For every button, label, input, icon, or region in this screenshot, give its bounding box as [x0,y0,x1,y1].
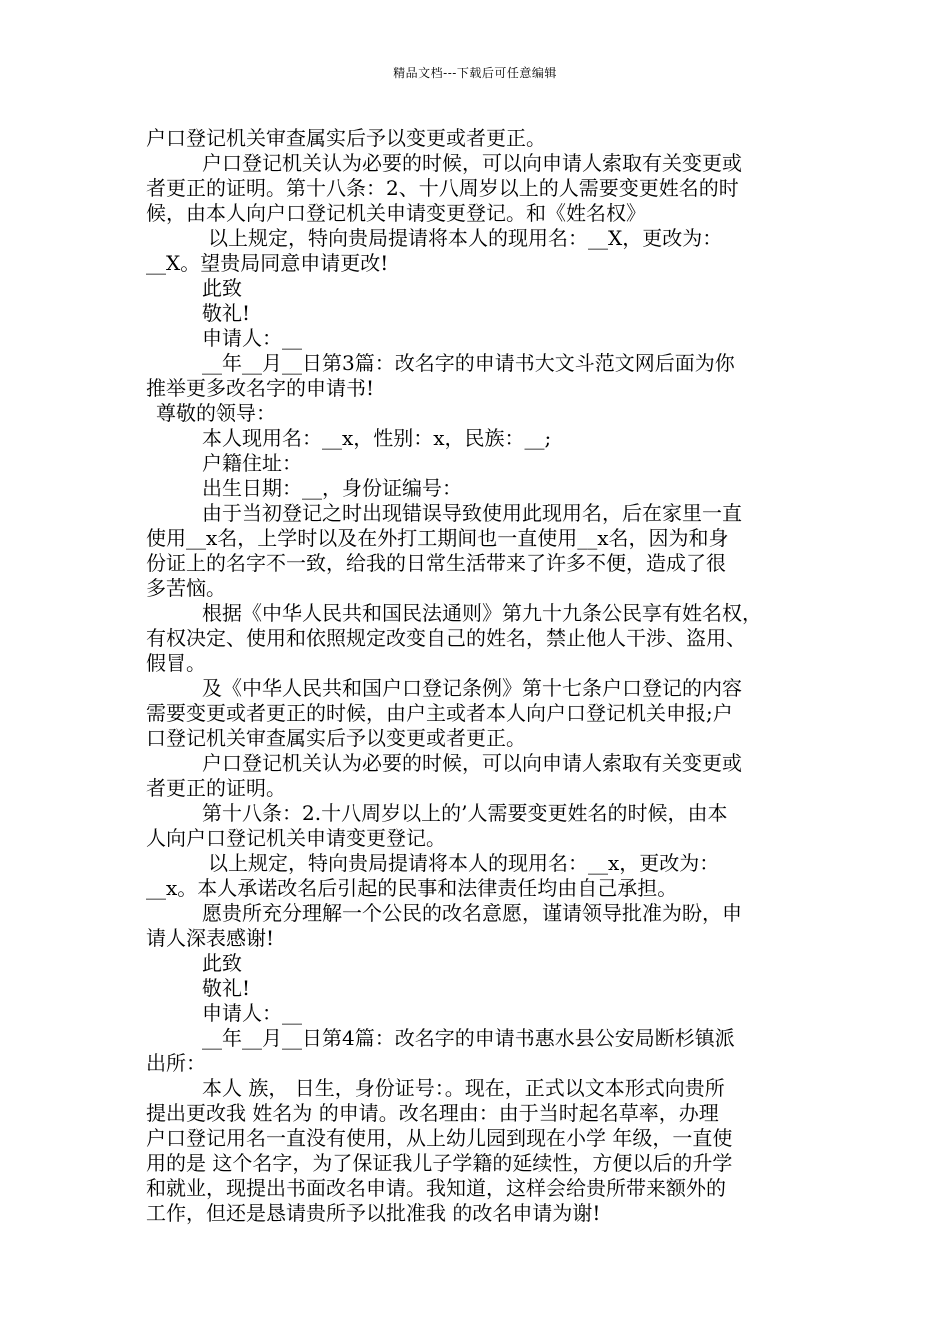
text-line: 敬礼! [202,976,251,1000]
text-line: 者更正的证明。第十八条：2、十八周岁以上的人需要变更姓名的时 [146,176,739,200]
text-line: 此致 [202,951,242,975]
text-line: 者更正的证明。 [146,776,286,800]
text-line: 此致 [202,276,242,300]
text-line: 户口登记机关认为必要的时候，可以向申请人索取有关变更或 [202,751,742,775]
text-line: 出生日期：__，身份证编号： [202,476,462,500]
text-line: 及《中华人民共和国户口登记条例》第十七条户口登记的内容 [202,676,742,700]
text-line: __年__月__日第4篇：改名字的申请书惠水县公安局断杉镇派 [202,1026,735,1050]
text-line: 口登记机关审查属实后予以变更或者更正。 [146,726,526,750]
text-line: 工作，但还是恳请贵所予以批准我 的改名申请为谢! [146,1201,601,1225]
text-line: 推举更多改名字的申请书! [146,376,375,400]
text-line: 出所： [146,1051,206,1075]
text-line: 份证上的名字不一致，给我的日常生活带来了许多不便，造成了很 [146,551,726,575]
text-line: 由于当初登记之时出现错误导致使用此现用名，后在家里一直 [202,501,742,525]
text-line: 候，由本人向户口登记机关申请变更登记。和《姓名权》 [146,201,646,225]
text-line: 以上规定，特向贵局提请将本人的现用名：__x，更改为： [208,851,720,875]
text-line: 提出更改我 姓名为 的申请。改名理由：由于当时起名草率，办理 [146,1101,719,1125]
text-line: 户口登记机关认为必要的时候，可以向申请人索取有关变更或 [202,151,742,175]
text-line: 有权决定、使用和依照规定改变自己的姓名，禁止他人干涉、盗用、 [146,626,746,650]
text-line: 假冒。 [146,651,206,675]
text-line: 本人 族， 日生，身份证号：。现在，正式以文本形式向贵所 [202,1076,725,1100]
text-line: 申请人：__ [202,326,302,350]
text-line: 使用__x名，上学时以及在外打工期间也一直使用__x名，因为和身 [146,526,729,550]
text-line: 第十八条：2.十八周岁以上的’人需要变更姓名的时候，由本 [202,801,728,825]
text-line: 请人深表感谢! [146,926,275,950]
text-line: 多苦恼。 [146,576,226,600]
text-line: 申请人：__ [202,1001,302,1025]
text-line: __x。本人承诺改名后引起的民事和法律责任均由自己承担。 [146,876,678,900]
text-line: 用的是 这个名字，为了保证我儿子学籍的延续性，方便以后的升学 [146,1151,733,1175]
text-line: 需要变更或者更正的时候，由户主或者本人向户口登记机关申报;户 [146,701,733,725]
text-line: 愿贵所充分理解一个公民的改名意愿，谨请领导批准为盼，申 [202,901,742,925]
text-line: 敬礼! [202,301,251,325]
text-line: 户口登记用名一直没有使用，从上幼儿园到现在小学 年级，一直使 [146,1126,733,1150]
page-header: 精品文档---下载后可任意编辑 [393,66,557,80]
text-line: 人向户口登记机关申请变更登记。 [146,826,446,850]
text-line: 户籍住址： [202,451,302,475]
text-line: __年__月__日第3篇：改名字的申请书大文斗范文网后面为你 [202,351,735,375]
text-line: 尊敬的领导： [156,401,276,425]
text-line: 户口登记机关审查属实后予以变更或者更正。 [146,126,546,150]
text-line: __X。望贵局同意申请更改! [146,251,389,275]
text-line: 以上规定，特向贵局提请将本人的现用名：__X，更改为： [208,226,723,250]
text-line: 根据《中华人民共和国民法通则》第九十九条公民享有姓名权， [202,601,762,625]
text-line: 本人现用名：__x，性别：x，民族：__; [202,426,552,450]
text-line: 和就业，现提出书面改名申请。我知道，这样会给贵所带来额外的 [146,1176,726,1200]
document-body [146,126,816,1226]
